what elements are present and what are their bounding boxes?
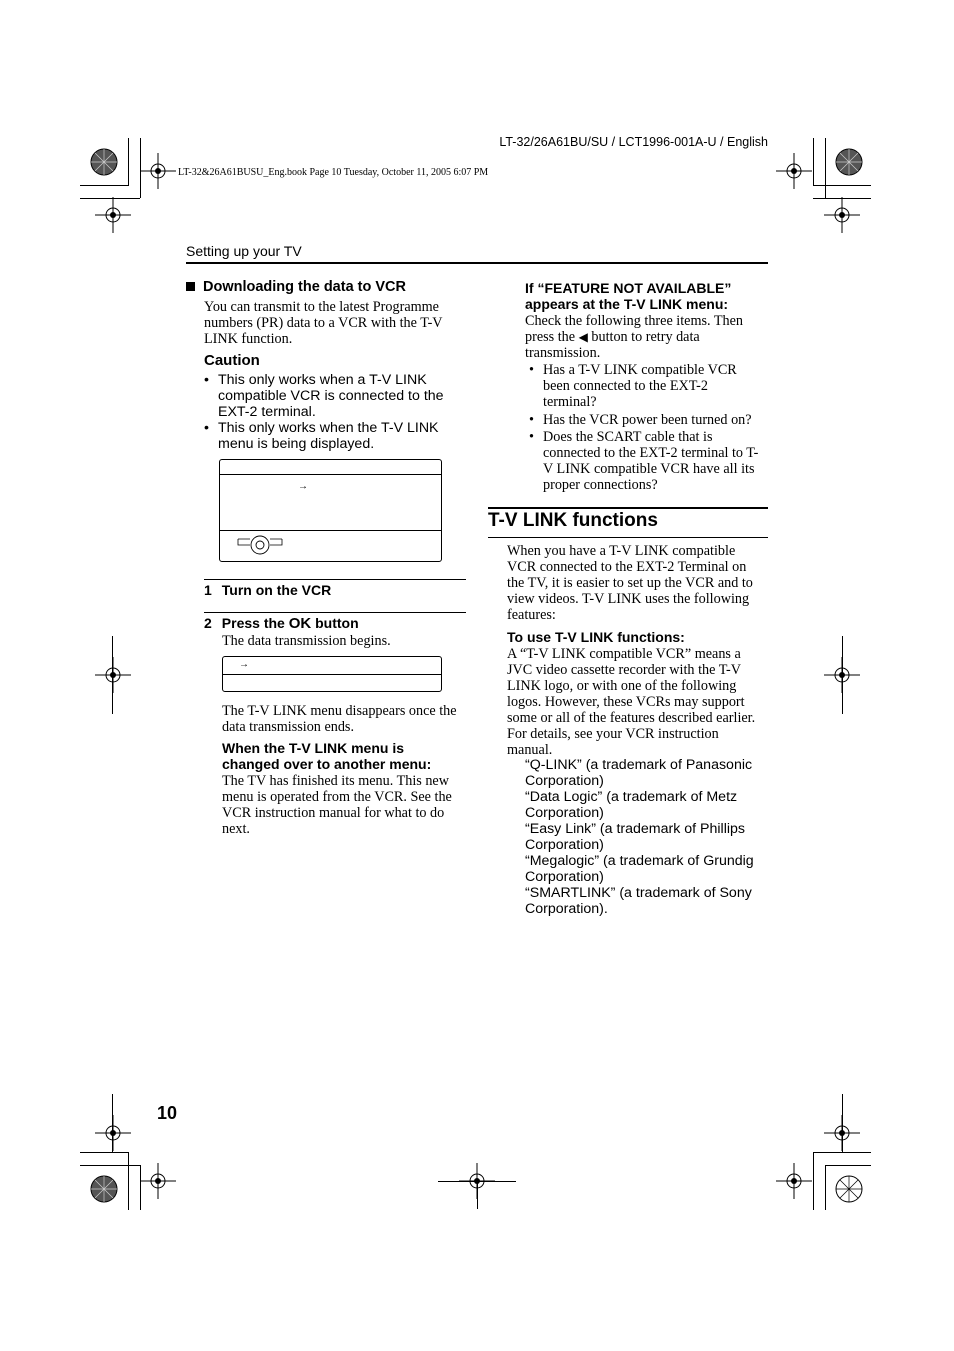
use-functions-title: To use T-V LINK functions: (507, 629, 685, 645)
crosshair-mark-icon (824, 197, 860, 233)
changed-menu-body: The TV has finished its menu. This new menu is operated from the VCR. See the VCR instruction manual for what to do next. (222, 773, 452, 837)
list-item: Corporation). (525, 901, 608, 917)
list-item: Corporation) (525, 773, 604, 789)
list-item: Corporation) (525, 869, 604, 885)
list-item: • This only works when the T-V LINK menu is being displayed. (204, 420, 439, 452)
section-title: Setting up your TV (186, 243, 302, 259)
caution-list (204, 372, 444, 452)
trademark-list (525, 757, 754, 917)
list-item: Corporation) (525, 837, 604, 853)
page-number: 10 (157, 1103, 178, 1123)
arrow-icon: → (298, 481, 308, 492)
step-rule (204, 612, 466, 613)
tv-link-menu-screen (219, 459, 442, 562)
sunburst-mark-icon (88, 1173, 120, 1205)
crosshair-mark-icon (95, 657, 131, 693)
list-item: • Has the VCR power been turned on? (529, 412, 752, 428)
downloading-intro: You can transmit to the latest Programme numbers (PR) data to a VCR with the T-V LINK function. (204, 299, 443, 347)
section-rule-top (488, 507, 768, 509)
sunburst-mark-icon (88, 146, 120, 178)
sunburst-mark-icon (833, 1173, 865, 1205)
square-bullet-icon (186, 282, 195, 291)
list-item: “Megalogic” (a trademark of Grundig (525, 853, 754, 869)
list-item: • Has a T-V LINK compatible VCR been connected to the EXT-2 terminal? (529, 362, 737, 410)
list-item: “Data Logic” (a trademark of Metz (525, 789, 738, 805)
not-available-title: If “FEATURE NOT AVAILABLE” appears at the T-V LINK menu: (525, 280, 732, 312)
list-item: “SMARTLINK” (a trademark of Sony (525, 885, 752, 901)
tv-link-intro: When you have a T-V LINK compatible VCR connected to the EXT-2 Terminal on the TV, it is easier to set up the VCR and to view videos. T-V LINK uses the following features: (507, 543, 753, 623)
book-info: LT-32&26A61BUSU_Eng.book Page 10 Tuesday, October 11, 2005 6:07 PM (178, 167, 489, 178)
crosshair-mark-icon (776, 153, 812, 189)
list-item: “Easy Link” (a trademark of Phillips (525, 821, 745, 837)
caution-title: Caution (204, 352, 260, 369)
arrow-icon: → (239, 659, 249, 670)
crosshair-mark-icon (95, 1115, 131, 1151)
doc-code: LT-32/26A61BU/SU / LCT1996-001A-U / English (499, 135, 768, 149)
remote-navigation-icon (236, 533, 284, 557)
header-rule (186, 262, 768, 264)
tv-link-functions-heading: T-V LINK functions (488, 510, 658, 531)
ok-button-icon: OK (288, 615, 312, 632)
not-available-body: Check the following three items. Then press the ◀ button to retry data transmission. (525, 313, 744, 361)
step-2-description: The data transmission begins. (222, 633, 391, 649)
step-rule (204, 579, 466, 580)
step-2: 2 Press the OK button (204, 615, 359, 632)
list-item: • This only works when a T-V LINK compatible VCR is connected to the EXT-2 terminal. (204, 372, 444, 420)
list-item: “Q-LINK” (a trademark of Panasonic (525, 757, 753, 773)
crosshair-mark-icon (95, 197, 131, 233)
crosshair-mark-icon (776, 1163, 812, 1199)
step-1: 1 Turn on the VCR (204, 582, 332, 598)
sunburst-mark-icon (833, 146, 865, 178)
use-functions-body: A “T-V LINK compatible VCR” means a JVC video cassette recorder with the T-V LINK logo, or with one of the following logos. However, these VCRs may support some or all of the features described earlier. For details, see your VCR instruction manual. (507, 646, 756, 758)
menu-disappears-text: The T-V LINK menu disappears once the data transmission ends. (222, 703, 457, 735)
list-item: • Does the SCART cable that is connected to the EXT-2 terminal to T- V LINK compatible VCR have all its proper connections? (529, 429, 759, 493)
not-available-list (529, 362, 758, 493)
list-item: Corporation) (525, 805, 604, 821)
downloading-heading: Downloading the data to VCR (186, 279, 406, 295)
crosshair-mark-icon (140, 153, 176, 189)
section-rule-bottom (488, 537, 768, 538)
left-arrow-icon: ◀ (578, 330, 588, 344)
transmission-screen (222, 656, 442, 692)
changed-menu-title: When the T-V LINK menu is changed over to another menu: (222, 740, 432, 772)
crosshair-mark-icon (140, 1163, 176, 1199)
